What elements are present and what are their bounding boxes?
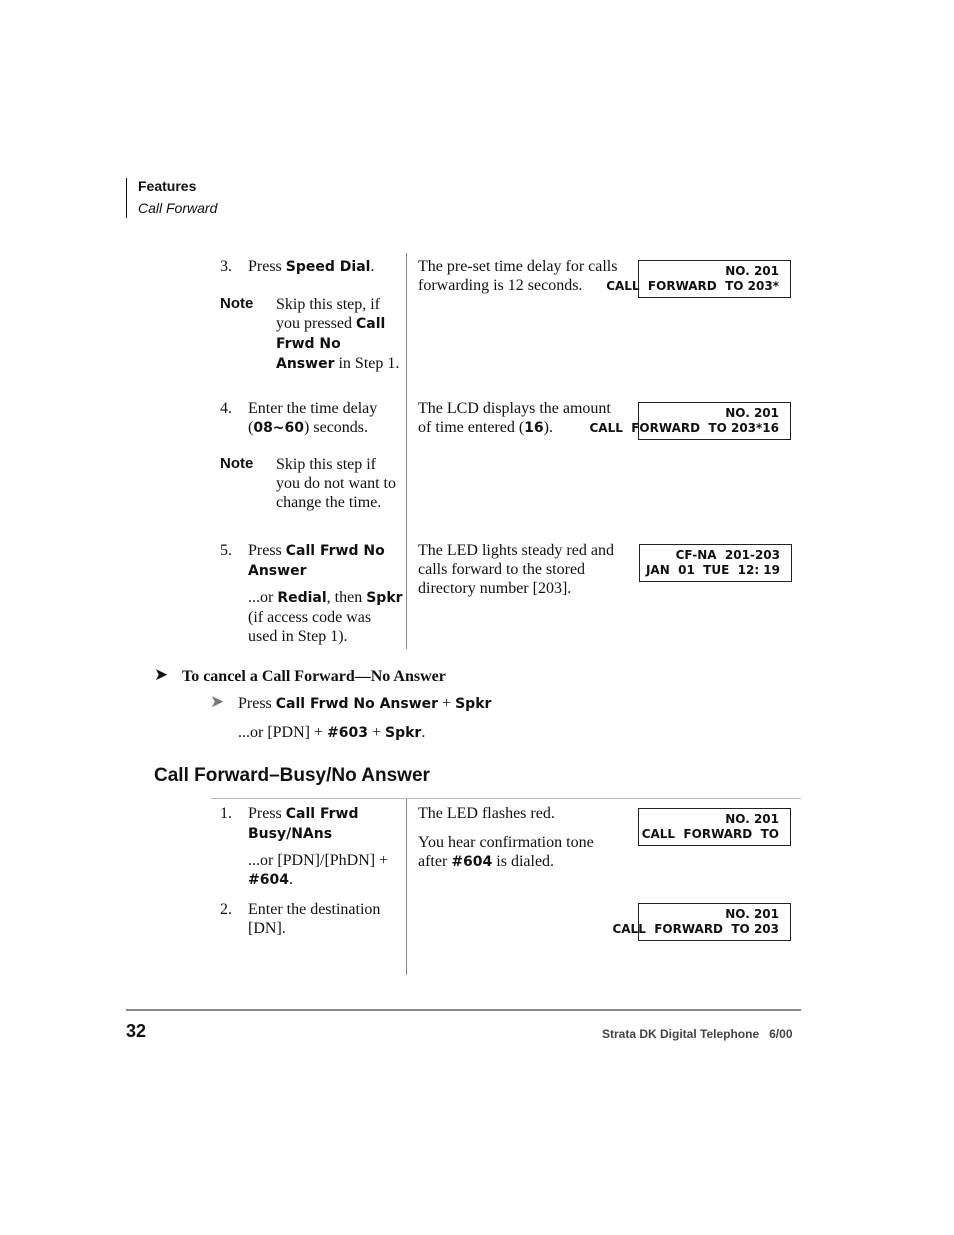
lcd-line-2: CALL FORWARD TO 203*16 (589, 421, 779, 435)
lcd-line-1: NO. 201 (725, 406, 779, 420)
alt-text: ...or [PDN]/[PhDN] + (248, 852, 389, 869)
step-action: Enter the destination [DN]. (248, 901, 381, 937)
table-top-rule (211, 798, 801, 799)
note-text: Skip this step if you do not want to change the time. (276, 456, 396, 511)
lcd-display (612, 903, 791, 941)
action-text: Press (248, 805, 286, 822)
result-text: ). (543, 419, 553, 436)
cancel-text: ...or [PDN] + (238, 724, 328, 741)
lcd-line-1: CF-NA 201-203 (675, 548, 780, 562)
lcd-display (638, 808, 791, 846)
step-result: The LED flashes red. (418, 805, 555, 822)
page-number: 32 (126, 1021, 147, 1041)
lcd-line-2: JAN 01 TUE 12: 19 (645, 563, 780, 577)
cancel-text: + (367, 724, 386, 741)
result-text: You hear confirmation tone after (418, 834, 594, 870)
key-name: Speed Dial (285, 259, 371, 275)
lcd-line-2: CALL FORWARD TO 203 (612, 922, 779, 936)
key-name: Call Frwd No Answer (276, 316, 386, 372)
lcd-line-1: NO. 201 (725, 907, 779, 921)
key-name: Redial (277, 590, 327, 606)
action-text: . (370, 258, 375, 275)
note-body: in Step 1. (334, 355, 400, 372)
step-result (418, 833, 623, 872)
step-number: 2. (220, 901, 232, 918)
step-action (248, 399, 403, 438)
cancel-step (238, 694, 491, 714)
step-alternative (248, 851, 403, 890)
section-heading: Call Forward–Busy/No Answer (154, 765, 430, 786)
step-result: The pre-set time delay for calls forwarding is 12 seconds. (418, 258, 618, 294)
alt-text: . (288, 871, 293, 888)
cancel-text: + (438, 695, 456, 712)
note-body: Skip this step, if you pressed (276, 296, 381, 332)
lcd-display (589, 402, 791, 440)
note-text (276, 295, 401, 374)
key-name: Call Frwd No Answer (248, 543, 385, 579)
key-name: Call Frwd No Answer (275, 696, 439, 712)
lcd-line-2: CALL FORWARD TO (641, 827, 779, 841)
lcd-line-2: CALL FORWARD TO 203* (606, 279, 779, 293)
procedure-heading: To cancel a Call Forward—No Answer (182, 668, 446, 685)
key-name: Spkr (455, 696, 492, 712)
note-label: Note (220, 295, 254, 312)
alt-text: ...or (248, 589, 278, 606)
step-action (248, 257, 403, 277)
lcd-line-1: NO. 201 (725, 812, 779, 826)
table-divider (406, 799, 407, 975)
step-action (248, 541, 403, 581)
action-text: Enter the time delay ( (248, 400, 378, 436)
cancel-text: . (421, 724, 426, 741)
header-rule (126, 178, 127, 218)
key-name: 08~60 (253, 420, 305, 436)
action-text: Press (248, 542, 286, 559)
lcd-display (606, 260, 791, 298)
key-name: Spkr (385, 725, 422, 741)
step-number: 4. (220, 400, 232, 417)
result-text: The LCD displays the amount of time entered ( (418, 400, 611, 436)
result-text: is dialed. (492, 853, 555, 870)
key-name: Spkr (366, 590, 403, 606)
footer-rule (126, 1009, 801, 1011)
alt-text: , then (326, 589, 367, 606)
section-label: Features (138, 178, 197, 194)
step-alternative (248, 588, 403, 646)
action-text: Press (248, 258, 286, 275)
subsection-label: Call Forward (138, 200, 218, 216)
step-number: 1. (220, 805, 232, 822)
key-name: Call Frwd Busy/NAns (248, 806, 359, 842)
step-number: 5. (220, 542, 232, 559)
action-text: ) seconds. (304, 419, 369, 436)
lcd-line-1: NO. 201 (725, 264, 779, 278)
cancel-text: Press (238, 695, 276, 712)
lcd-display (639, 544, 792, 582)
footer-title: Strata DK Digital Telephone 6/00 (602, 1027, 793, 1041)
table-divider (406, 253, 407, 649)
key-name: #604 (248, 872, 289, 888)
step-result: The LED lights steady red and calls forward to the stored directory number [203]. (418, 542, 614, 597)
procedure-arrow-icon: ➤ (154, 665, 169, 684)
step-action (248, 804, 398, 844)
alt-text: (if access code was used in Step 1). (248, 609, 372, 645)
cancel-alternative (238, 723, 425, 743)
sub-step-arrow-icon: ➤ (210, 692, 225, 711)
key-name: 16 (524, 420, 544, 436)
key-name: #603 (327, 725, 368, 741)
key-name: #604 (451, 854, 493, 870)
step-number: 3. (220, 258, 232, 275)
note-label: Note (220, 455, 254, 472)
